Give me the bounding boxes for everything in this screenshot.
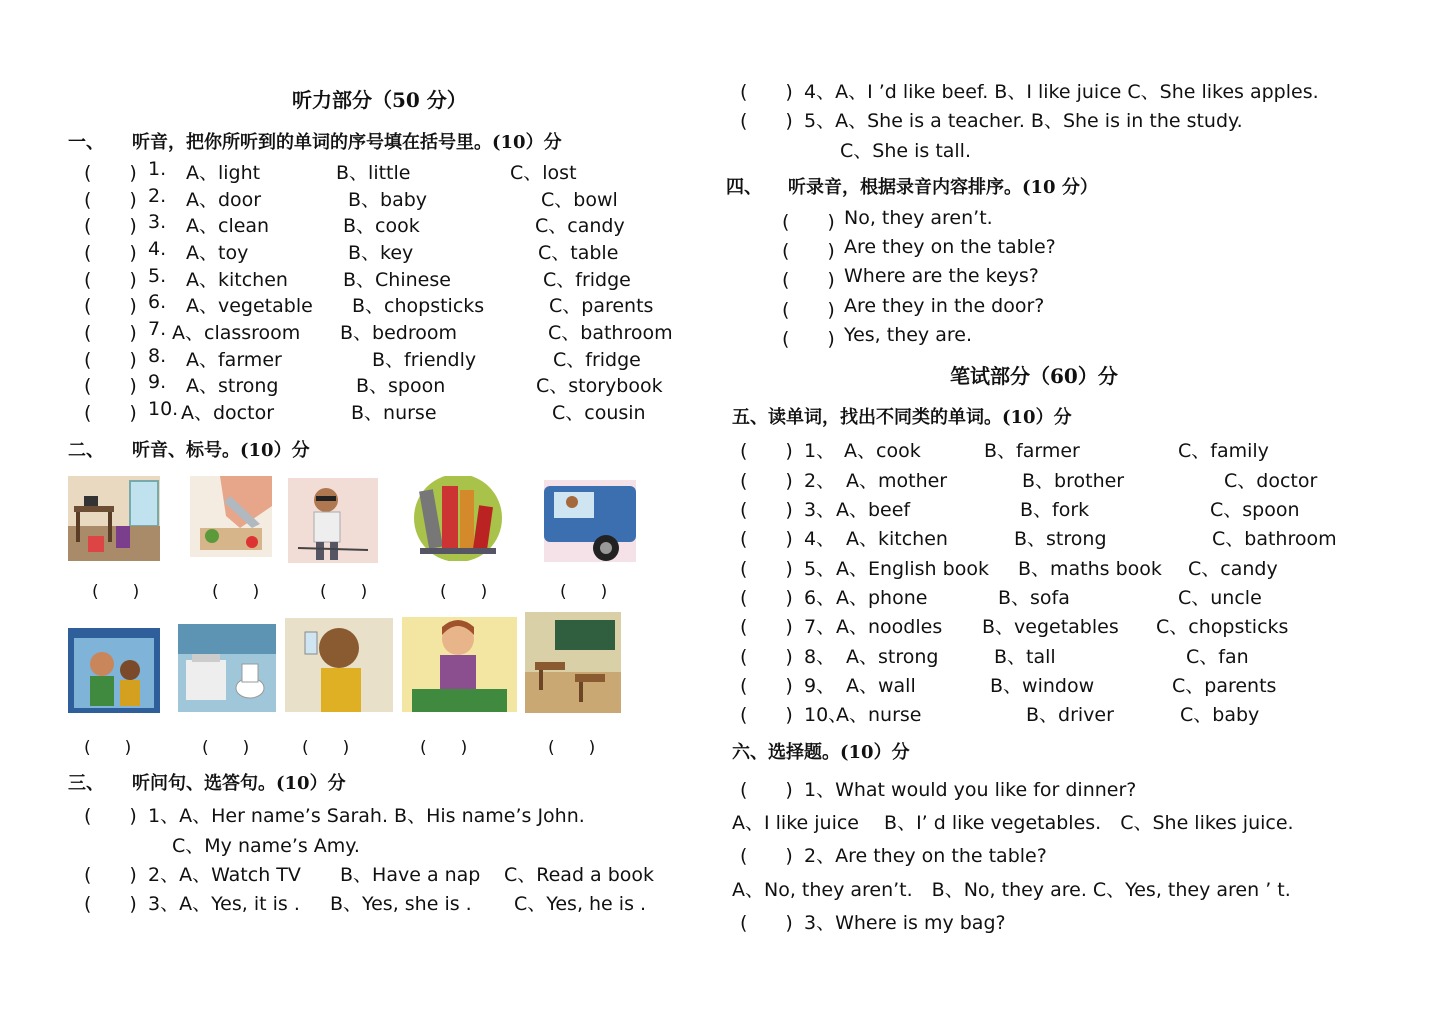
s1-row-7-option-b: B、bedroom — [340, 322, 457, 344]
s5-row-3-option-c: C、spoon — [1210, 499, 1300, 521]
section-3-heading: 听问句、选答句。(10）分 — [132, 773, 346, 794]
s5-row-4-paren[interactable]: ( ) — [740, 528, 793, 550]
s5-row-7-number: 7、 — [804, 616, 836, 638]
s5-row-1-option-c: C、family — [1178, 440, 1269, 462]
s3-q4-options: 4、A、I ’d like beef. B、I like juice C、She likes apples. — [804, 81, 1319, 103]
s5-row-9-option-a: A、wall — [846, 675, 916, 697]
s2-picture-4-answer[interactable]: ( ) — [440, 582, 488, 602]
s5-row-7-paren[interactable]: ( ) — [740, 616, 793, 638]
s5-row-8-option-b: B、tall — [994, 646, 1056, 668]
s1-row-6-option-b: B、chopsticks — [352, 295, 485, 317]
s1-row-3-option-b: B、cook — [343, 215, 420, 237]
s4-item-5-text: Yes, they are. — [844, 324, 972, 346]
s4-item-4-text: Are they in the door? — [844, 295, 1045, 317]
s6-q3-paren[interactable]: ( ) — [740, 912, 793, 934]
s4-item-3-paren[interactable]: ( ) — [782, 269, 835, 291]
picture-bedroom — [68, 476, 160, 561]
s2-picture-1-answer[interactable]: ( ) — [92, 582, 140, 602]
s4-item-3-text: Where are the keys? — [844, 265, 1039, 287]
s1-row-6-option-c: C、parents — [549, 295, 654, 317]
s1-row-10-paren[interactable]: ( ) — [84, 402, 137, 424]
section-4-number: 四、 — [726, 177, 762, 198]
s1-row-5-number: 5. — [148, 265, 167, 287]
s5-row-3-option-b: B、fork — [1020, 499, 1090, 521]
s5-row-9-paren[interactable]: ( ) — [740, 675, 793, 697]
s1-row-10-option-b: B、nurse — [351, 402, 437, 424]
s3-q2-option-a: 2、A、Watch TV — [148, 864, 301, 886]
s1-row-2-paren[interactable]: ( ) — [84, 189, 137, 211]
s5-row-9-number: 9、 — [804, 675, 836, 697]
picture-cooking — [190, 476, 272, 557]
s1-row-4-option-c: C、table — [538, 242, 619, 264]
s3-q5-option-c: C、She is tall. — [840, 140, 972, 162]
s3-q3-paren[interactable]: ( ) — [84, 893, 137, 915]
s1-row-7-option-a: A、classroom — [172, 322, 301, 344]
s5-row-5-number: 5、 — [804, 558, 836, 580]
section-1-number: 一、 — [68, 132, 104, 153]
s6-q1-paren[interactable]: ( ) — [740, 779, 793, 801]
s3-q5-options: 5、A、She is a teacher. B、She is in the study. — [804, 110, 1243, 132]
section-2-number: 二、 — [68, 440, 104, 461]
s1-row-4-option-b: B、key — [348, 242, 414, 264]
s4-item-4-paren[interactable]: ( ) — [782, 299, 835, 321]
s1-row-3-paren[interactable]: ( ) — [84, 215, 137, 237]
s5-row-3-number: 3、 — [804, 499, 836, 521]
s6-q1-options: A、I like juice B、I’ d like vegetables. C、She likes juice. — [732, 812, 1294, 834]
s5-row-10-option-a: A、nurse — [836, 704, 922, 726]
s5-row-2-number: 2、 — [804, 470, 836, 492]
s1-row-1-paren[interactable]: ( ) — [84, 162, 137, 184]
s1-row-1-option-a: A、light — [186, 162, 261, 184]
s1-row-2-option-c: C、bowl — [541, 189, 618, 211]
s1-row-5-paren[interactable]: ( ) — [84, 269, 137, 291]
s1-row-4-number: 4. — [148, 238, 167, 260]
s1-row-8-option-a: A、farmer — [186, 349, 282, 371]
s5-row-10-number: 10、 — [804, 704, 848, 726]
s1-row-7-option-c: C、bathroom — [548, 322, 673, 344]
s2-picture-8-answer[interactable]: ( ) — [302, 738, 350, 758]
s1-row-3-number: 3. — [148, 211, 167, 233]
s3-q1-paren[interactable]: ( ) — [84, 805, 137, 827]
section-3-number: 三、 — [68, 773, 104, 794]
s1-row-9-number: 9. — [148, 371, 167, 393]
s2-picture-7-answer[interactable]: ( ) — [202, 738, 250, 758]
written-title: 笔试部分（60）分 — [950, 364, 1118, 388]
s3-q5-paren[interactable]: ( ) — [740, 110, 793, 132]
s5-row-1-paren[interactable]: ( ) — [740, 440, 793, 462]
s1-row-8-paren[interactable]: ( ) — [84, 349, 137, 371]
s4-item-5-paren[interactable]: ( ) — [782, 328, 835, 350]
s3-q3-option-b: B、Yes, she is . — [330, 893, 472, 915]
s1-row-2-number: 2. — [148, 185, 167, 207]
s1-row-8-number: 8. — [148, 345, 167, 367]
s3-q1-options: 1、A、Her name’s Sarah. B、His name’s John. — [148, 805, 585, 827]
s2-picture-2-answer[interactable]: ( ) — [212, 582, 260, 602]
section-2-heading: 听音、标号。(10）分 — [132, 440, 310, 461]
s5-row-7-option-b: B、vegetables — [982, 616, 1119, 638]
picture-girl-cleaning — [402, 617, 517, 712]
s1-row-3-option-a: A、clean — [186, 215, 270, 237]
s3-q1-option-c: C、My name’s Amy. — [172, 835, 360, 857]
s1-row-4-option-a: A、toy — [186, 242, 249, 264]
s5-row-10-option-b: B、driver — [1026, 704, 1114, 726]
s1-row-3-option-c: C、candy — [535, 215, 625, 237]
s3-q3-option-c: C、Yes, he is . — [514, 893, 647, 915]
s5-row-6-paren[interactable]: ( ) — [740, 587, 793, 609]
s4-item-2-text: Are they on the table? — [844, 236, 1056, 258]
s5-row-1-option-a: A、cook — [844, 440, 921, 462]
s2-picture-3-answer[interactable]: ( ) — [320, 582, 368, 602]
s3-q2-paren[interactable]: ( ) — [84, 864, 137, 886]
s6-q3-question: 3、Where is my bag? — [804, 912, 1006, 934]
s1-row-9-option-a: A、strong — [186, 375, 279, 397]
s2-picture-5-answer[interactable]: ( ) — [560, 582, 608, 602]
picture-two-boys — [68, 628, 160, 713]
s5-row-8-option-a: A、strong — [846, 646, 939, 668]
section-6-heading: 六、选择题。(10）分 — [732, 742, 910, 763]
s5-row-3-paren[interactable]: ( ) — [740, 499, 793, 521]
s6-q2-options: A、No, they aren’t. B、No, they are. C、Yes, they aren ’ t. — [732, 879, 1291, 901]
s5-row-5-paren[interactable]: ( ) — [740, 558, 793, 580]
s5-row-8-paren[interactable]: ( ) — [740, 646, 793, 668]
s1-row-9-paren[interactable]: ( ) — [84, 375, 137, 397]
s4-item-2-paren[interactable]: ( ) — [782, 240, 835, 262]
s5-row-3-option-a: A、beef — [836, 499, 911, 521]
s2-picture-9-answer[interactable]: ( ) — [420, 738, 468, 758]
s5-row-7-option-a: A、noodles — [836, 616, 943, 638]
picture-classroom — [525, 612, 621, 713]
picture-driver-truck — [544, 480, 636, 562]
s1-row-1-option-b: B、little — [336, 162, 411, 184]
s1-row-7-number: 7. — [148, 318, 167, 340]
s4-item-1-text: No, they aren’t. — [844, 207, 993, 229]
s5-row-7-option-c: C、chopsticks — [1156, 616, 1289, 638]
s1-row-10-option-a: A、doctor — [181, 402, 275, 424]
s3-q3-option-a: 3、A、Yes, it is . — [148, 893, 300, 915]
s1-row-8-option-c: C、fridge — [553, 349, 641, 371]
s5-row-2-option-a: A、mother — [846, 470, 948, 492]
s5-row-5-option-a: A、English book — [836, 558, 989, 580]
s1-row-9-option-c: C、storybook — [536, 375, 663, 397]
picture-bathroom — [178, 624, 276, 712]
s4-item-1-paren[interactable]: ( ) — [782, 211, 835, 233]
s5-row-8-option-c: C、fan — [1186, 646, 1249, 668]
s5-row-4-number: 4、 — [804, 528, 836, 550]
s5-row-6-number: 6、 — [804, 587, 836, 609]
s1-row-5-option-c: C、fridge — [543, 269, 631, 291]
s5-row-1-number: 1、 — [804, 440, 836, 462]
section-5-heading: 五、读单词，找出不同类的单词。(10）分 — [732, 407, 1072, 428]
s1-row-6-paren[interactable]: ( ) — [84, 295, 137, 317]
s1-row-8-option-b: B、friendly — [372, 349, 477, 371]
s5-row-5-option-b: B、maths book — [1018, 558, 1162, 580]
s5-row-2-option-b: B、brother — [1022, 470, 1125, 492]
listening-title: 听力部分（50 分） — [292, 88, 467, 112]
section-4-heading: 听录音，根据录音内容排序。(10 分） — [788, 177, 1098, 198]
picture-books — [412, 476, 504, 561]
s5-row-2-option-c: C、doctor — [1224, 470, 1318, 492]
s5-row-9-option-b: B、window — [990, 675, 1095, 697]
s5-row-4-option-c: C、bathroom — [1212, 528, 1337, 550]
s1-row-10-option-c: C、cousin — [552, 402, 646, 424]
s5-row-6-option-a: A、phone — [836, 587, 928, 609]
s5-row-1-option-b: B、farmer — [984, 440, 1080, 462]
s5-row-6-option-c: C、uncle — [1178, 587, 1262, 609]
s3-q2-option-b: B、Have a nap — [340, 864, 481, 886]
s3-q4-paren[interactable]: ( ) — [740, 81, 793, 103]
s6-q2-paren[interactable]: ( ) — [740, 845, 793, 867]
s2-picture-10-answer[interactable]: ( ) — [548, 738, 596, 758]
s1-row-1-option-c: C、lost — [510, 162, 577, 184]
s5-row-4-option-b: B、strong — [1014, 528, 1107, 550]
s5-row-9-option-c: C、parents — [1172, 675, 1277, 697]
s1-row-5-option-b: B、Chinese — [343, 269, 451, 291]
s2-picture-6-answer[interactable]: ( ) — [84, 738, 132, 758]
s1-row-6-option-a: A、vegetable — [186, 295, 313, 317]
s5-row-6-option-b: B、sofa — [998, 587, 1070, 609]
s5-row-8-number: 8、 — [804, 646, 836, 668]
s6-q1-question: 1、What would you like for dinner? — [804, 779, 1137, 801]
s1-row-6-number: 6. — [148, 291, 167, 313]
s1-row-2-option-a: A、door — [186, 189, 262, 211]
s3-q2-option-c: C、Read a book — [504, 864, 655, 886]
s1-row-9-option-b: B、spoon — [356, 375, 446, 397]
s1-row-5-option-a: A、kitchen — [186, 269, 288, 291]
s1-row-7-paren[interactable]: ( ) — [84, 322, 137, 344]
section-1-heading: 听音，把你所听到的单词的序号填在括号里。(10）分 — [132, 132, 562, 153]
s1-row-4-paren[interactable]: ( ) — [84, 242, 137, 264]
s5-row-2-paren[interactable]: ( ) — [740, 470, 793, 492]
s6-q2-question: 2、Are they on the table? — [804, 845, 1047, 867]
s5-row-4-option-a: A、kitchen — [846, 528, 948, 550]
s5-row-5-option-c: C、candy — [1188, 558, 1278, 580]
s1-row-2-option-b: B、baby — [348, 189, 428, 211]
s1-row-10-number: 10. — [148, 398, 179, 420]
s5-row-10-option-c: C、baby — [1180, 704, 1260, 726]
picture-boy-glasses — [288, 478, 378, 563]
s5-row-10-paren[interactable]: ( ) — [740, 704, 793, 726]
s1-row-1-number: 1. — [148, 158, 167, 180]
picture-boy-drinking — [285, 618, 393, 712]
